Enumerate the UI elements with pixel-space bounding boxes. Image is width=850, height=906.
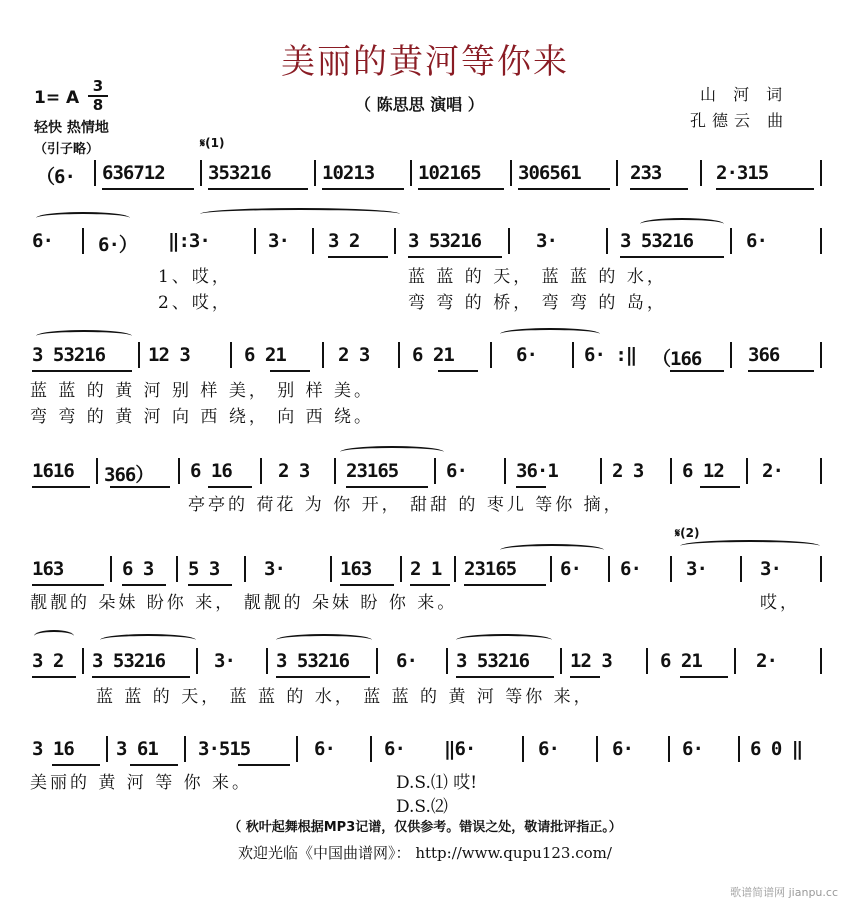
note-group: 6·: [446, 460, 467, 482]
note-group: 233: [630, 162, 662, 184]
barline: [230, 342, 232, 368]
beam-line: [208, 486, 252, 488]
staff-row: [30, 554, 830, 590]
beam-line: [680, 676, 728, 678]
note-group: 3 53216: [408, 230, 482, 252]
beam-line: [630, 188, 688, 190]
beam-line: [620, 256, 724, 258]
note-group: 2·: [756, 650, 777, 672]
da-segno-1: D.S.⑴ 哎!: [396, 773, 478, 793]
barline: [82, 648, 84, 674]
barline: [670, 556, 672, 582]
lyricist: 山 河 词: [700, 85, 789, 104]
beam-line: [188, 584, 232, 586]
note-group: 1616: [32, 460, 74, 482]
note-group: 3 16: [32, 738, 74, 760]
meter-top: 3: [92, 77, 104, 95]
beam-line: [456, 676, 554, 678]
staff-row: [30, 734, 830, 770]
barline: [606, 228, 608, 254]
barline: [110, 556, 112, 582]
staff-row: [30, 340, 830, 376]
staff-row: [30, 158, 830, 194]
note-group: 6·: [32, 230, 53, 252]
barline: [820, 556, 822, 582]
note-group: 6·: [560, 558, 581, 580]
barline: [646, 648, 648, 674]
beam-line: [516, 486, 546, 488]
note-group: 6·: [396, 650, 417, 672]
note-group: ‖6·: [444, 738, 476, 760]
lyric-line: 亭亭的 荷花 为 你 开， 甜甜 的 枣儿 等你 摘，: [188, 495, 624, 515]
beam-line: [518, 188, 610, 190]
beam-line: [130, 764, 178, 766]
barline: [740, 556, 742, 582]
barline: [196, 648, 198, 674]
beam-line: [238, 764, 290, 766]
slur: [680, 540, 820, 552]
note-group: 12 3: [148, 344, 190, 366]
barline: [314, 160, 316, 186]
beam-line: [408, 256, 502, 258]
barline: [730, 342, 732, 368]
lyric-line: 蓝 蓝 的 天， 蓝 蓝 的 水， 蓝 蓝 的 黄 河 等你 来，: [96, 687, 594, 707]
barline: [82, 228, 84, 254]
barline: [560, 648, 562, 674]
note-group: 12 3: [570, 650, 612, 672]
barline: [596, 736, 598, 762]
barline: [730, 228, 732, 254]
barline: [668, 736, 670, 762]
time-signature: [88, 79, 108, 113]
barline: [296, 736, 298, 762]
da-segno-2: D.S.⑵: [396, 797, 448, 817]
barline: [94, 160, 96, 186]
performer: （ 陈思思 演唱 ）: [355, 95, 484, 114]
lyric-line: 靓靓的 朵妹 盼你 来， 靓靓的 朵妹 盼 你 来。: [30, 593, 458, 613]
barline: [734, 648, 736, 674]
barline: [820, 160, 822, 186]
note-group: 6·: [314, 738, 335, 760]
beam-line: [32, 676, 76, 678]
lyric-verse1: 蓝 蓝 的 天， 蓝 蓝 的 水，: [408, 267, 667, 287]
beam-line: [270, 370, 310, 372]
slur: [456, 634, 552, 646]
note-group: （166: [652, 348, 702, 370]
note-group: 3 61: [116, 738, 158, 760]
staff-row: [30, 226, 830, 262]
note-group: 3 53216: [456, 650, 530, 672]
slur: [200, 208, 400, 220]
note-group: 2 3: [338, 344, 370, 366]
barline: [96, 458, 98, 484]
beam-line: [52, 764, 100, 766]
lyric-verse2: 弯 弯 的 黄 河 向 西 绕， 向 西 绕。: [30, 407, 375, 427]
note-group: 3·: [264, 558, 285, 580]
staff-row: [30, 456, 830, 492]
lyric-verse1: 蓝 蓝 的 黄 河 别 样 美， 别 样 美。: [30, 381, 375, 401]
barline: [522, 736, 524, 762]
note-group: 636712: [102, 162, 165, 184]
watermark: 歌谱简谱网 jianpu.cc: [730, 886, 838, 899]
barline: [398, 342, 400, 368]
note-group: 23165: [346, 460, 399, 482]
note-group: 10213: [322, 162, 375, 184]
note-group: 102165: [418, 162, 481, 184]
meter-bottom: 8: [92, 96, 104, 114]
slur: [34, 630, 74, 642]
barline: [376, 648, 378, 674]
barline: [394, 228, 396, 254]
note-group: 2·: [762, 460, 783, 482]
note-group: 3·: [686, 558, 707, 580]
note-group: 306561: [518, 162, 581, 184]
lyric-verse2: 弯 弯 的 桥， 弯 弯 的 岛，: [408, 293, 667, 313]
barline: [400, 556, 402, 582]
note-group: 3·: [268, 230, 289, 252]
barline: [608, 556, 610, 582]
beam-line: [32, 584, 104, 586]
slur: [36, 212, 130, 224]
barline: [572, 342, 574, 368]
note-group: 3 53216: [32, 344, 106, 366]
barline: [178, 458, 180, 484]
note-group: 3·: [536, 230, 557, 252]
barline: [746, 458, 748, 484]
site-credit: 欢迎光临《中国曲谱网》： http://www.qupu123.com/: [238, 844, 612, 862]
beam-line: [716, 188, 814, 190]
composer: 孔德云 曲: [690, 111, 790, 130]
barline: [260, 458, 262, 484]
note-group: 6 21: [660, 650, 702, 672]
beam-line: [32, 486, 90, 488]
beam-line: [570, 676, 600, 678]
barline: [510, 160, 512, 186]
note-group: 3 53216: [620, 230, 694, 252]
beam-line: [748, 370, 814, 372]
note-group: 3·: [760, 558, 781, 580]
note-group: 3 53216: [92, 650, 166, 672]
note-group: 3·: [214, 650, 235, 672]
barline: [600, 458, 602, 484]
barline: [508, 228, 510, 254]
note-group: （6·: [36, 166, 75, 188]
note-group: 2·315: [716, 162, 769, 184]
note-group: 3 2: [32, 650, 64, 672]
key-signature: 1= A: [34, 88, 80, 108]
barline: [410, 160, 412, 186]
note-group: 2 3: [612, 460, 644, 482]
barline: [820, 228, 822, 254]
slur: [100, 634, 196, 646]
barline: [504, 458, 506, 484]
beam-line: [102, 188, 194, 190]
barline: [244, 556, 246, 582]
note-group: 6 3: [122, 558, 154, 580]
barline: [434, 458, 436, 484]
note-group: 3·515: [198, 738, 251, 760]
segno-1: 𝄋(1): [200, 136, 225, 150]
beam-line: [418, 188, 504, 190]
barline: [176, 556, 178, 582]
note-group: 366: [748, 344, 780, 366]
barline: [266, 648, 268, 674]
slur: [276, 634, 372, 646]
note-group: 6· :‖: [584, 344, 637, 366]
barline: [820, 458, 822, 484]
barline: [738, 736, 740, 762]
note-group: 5 3: [188, 558, 220, 580]
lyric-line: 美丽的 黄 河 等 你 来。: [30, 773, 253, 793]
beam-line: [346, 486, 428, 488]
beam-line: [328, 256, 388, 258]
barline: [184, 736, 186, 762]
note-group: 6 21: [244, 344, 286, 366]
barline: [616, 160, 618, 186]
slur: [500, 328, 600, 340]
lyric-line: 哎，: [760, 593, 800, 613]
barline: [490, 342, 492, 368]
note-group: 6·: [682, 738, 703, 760]
barline: [370, 736, 372, 762]
note-group: 36·1: [516, 460, 558, 482]
beam-line: [464, 584, 546, 586]
beam-line: [410, 584, 450, 586]
note-group: 6·: [516, 344, 537, 366]
barline: [106, 736, 108, 762]
note-group: 2 3: [278, 460, 310, 482]
note-group: ‖:3·: [168, 230, 210, 252]
note-group: 366）: [104, 464, 154, 486]
barline: [700, 160, 702, 186]
barline: [334, 458, 336, 484]
transcriber-note: （ 秋叶起舞根据MP3记谱，仅供参考。错误之处，敬请批评指正。）: [228, 820, 622, 835]
note-group: 6 0 ‖: [750, 738, 803, 760]
note-group: 23165: [464, 558, 517, 580]
lyric-verse1: 1、哎，: [158, 267, 232, 287]
beam-line: [208, 188, 308, 190]
beam-line: [670, 370, 724, 372]
beam-line: [32, 370, 132, 372]
lyric-verse2: 2、哎，: [158, 293, 232, 313]
barline: [820, 342, 822, 368]
note-group: 6·: [612, 738, 633, 760]
barline: [312, 228, 314, 254]
note-group: 163: [340, 558, 372, 580]
note-group: 6 16: [190, 460, 232, 482]
tempo-marking: 轻快 热情地: [34, 120, 109, 136]
barline: [670, 458, 672, 484]
barline: [550, 556, 552, 582]
beam-line: [340, 584, 394, 586]
note-group: 6·: [746, 230, 767, 252]
barline: [322, 342, 324, 368]
note-group: 6 21: [412, 344, 454, 366]
beam-line: [110, 486, 170, 488]
beam-line: [122, 584, 166, 586]
note-group: 2 1: [410, 558, 442, 580]
note-group: 6·: [620, 558, 641, 580]
barline: [820, 648, 822, 674]
beam-line: [700, 486, 740, 488]
segno-2: 𝄋(2): [675, 526, 700, 540]
barline: [138, 342, 140, 368]
staff-row: [30, 646, 830, 682]
barline: [454, 556, 456, 582]
note-group: 353216: [208, 162, 271, 184]
beam-line: [438, 370, 478, 372]
song-title: 美丽的黄河等你来: [281, 42, 569, 82]
barline: [200, 160, 202, 186]
note-group: 3 53216: [276, 650, 350, 672]
barline: [330, 556, 332, 582]
note-group: 163: [32, 558, 64, 580]
beam-line: [92, 676, 190, 678]
intro-note: （引子略）: [34, 142, 100, 157]
note-group: 6 12: [682, 460, 724, 482]
barline: [446, 648, 448, 674]
note-group: 6·）: [98, 234, 137, 256]
note-group: 3 2: [328, 230, 360, 252]
beam-line: [276, 676, 370, 678]
beam-line: [322, 188, 404, 190]
note-group: 6·: [384, 738, 405, 760]
barline: [254, 228, 256, 254]
note-group: 6·: [538, 738, 559, 760]
